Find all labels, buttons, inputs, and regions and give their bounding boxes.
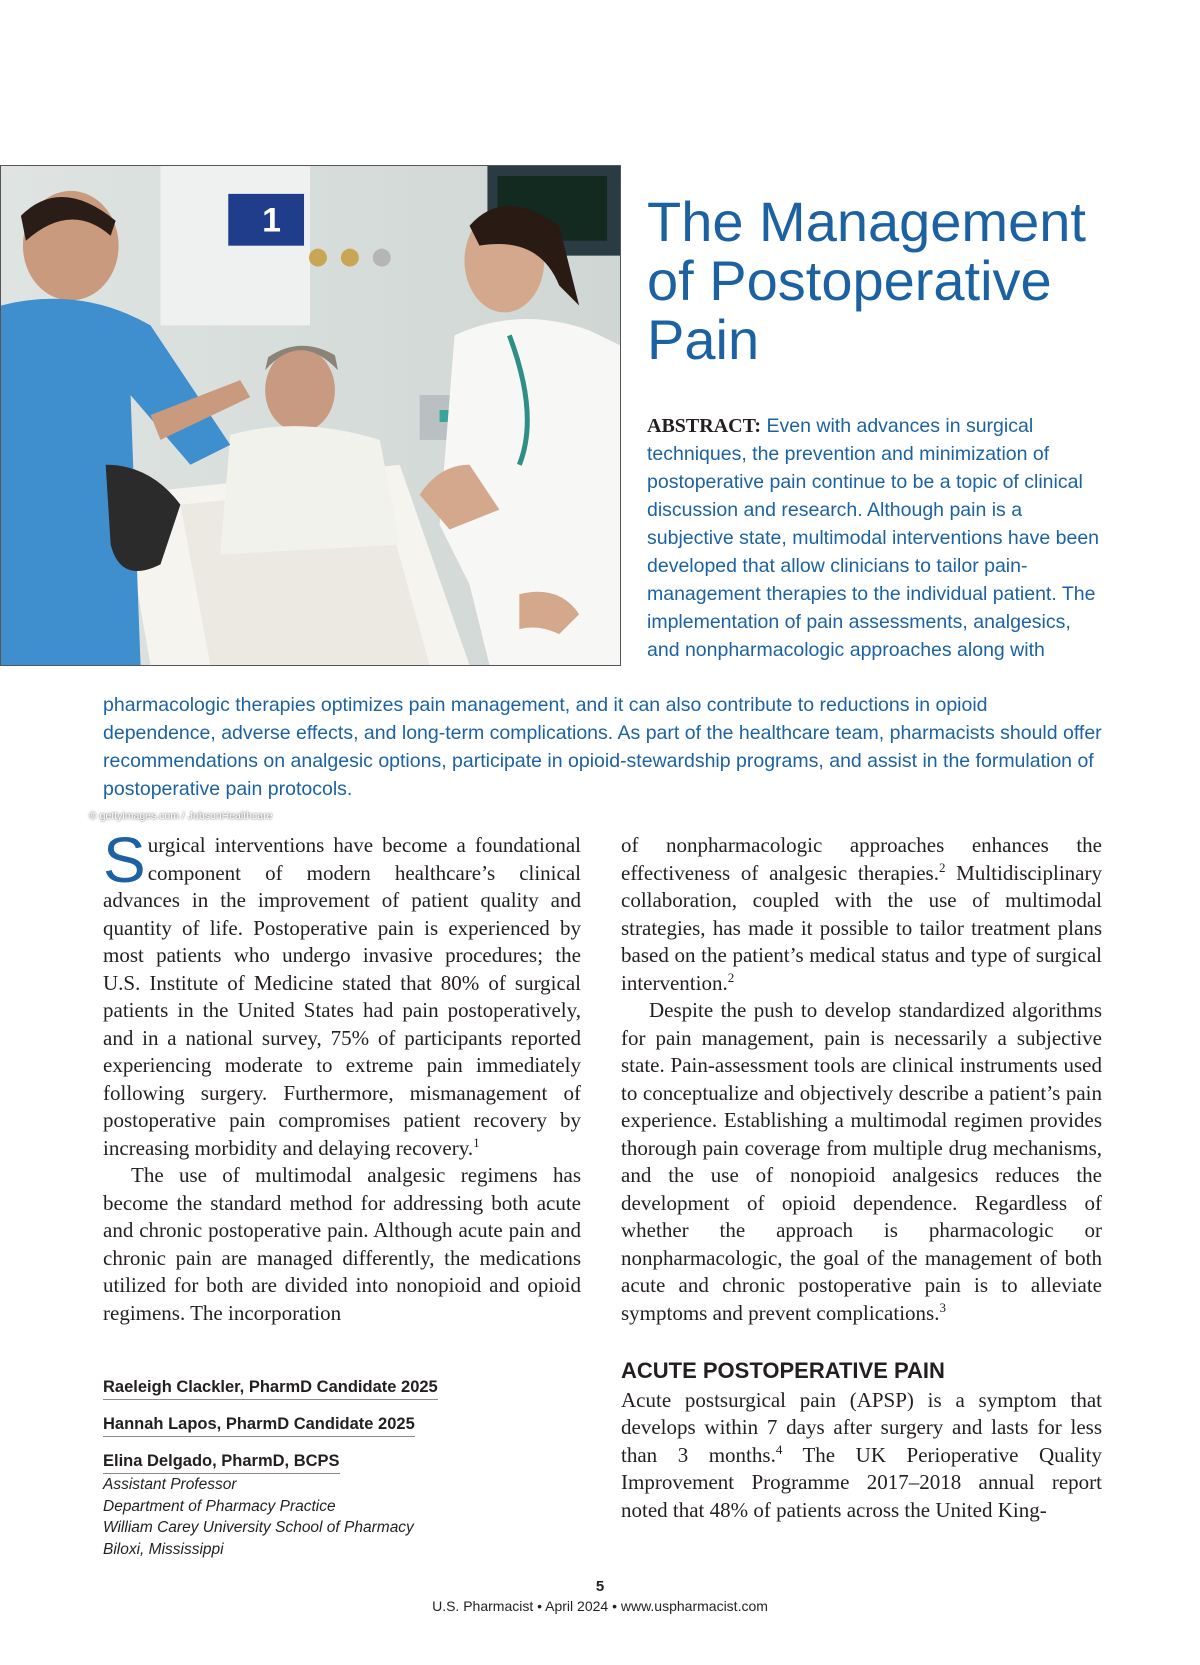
page-number: 5: [595, 1578, 605, 1595]
author-entry: [103, 1452, 583, 1560]
author-department: Department of Pharmacy Practice: [103, 1497, 336, 1515]
abstract-text-top: Even with advances in surgical techniques, the prevention and minimization of postoperative pain continue to be a topic of clinical discussion and research. Although pain is a subjective state, multimodal interventions have been developed that allow clinicians to tailor pain-management therapies to the individual patient. The implementation of pain assessments, analgesics, and nonpharmacologic approaches along with: [647, 415, 1100, 661]
abstract-top: [647, 412, 1102, 664]
paragraph-multimodal-cont: [621, 832, 1102, 997]
section-heading-acute: ACUTE POSTOPERATIVE PAIN: [621, 1358, 945, 1383]
reference-1: 1: [473, 1134, 480, 1150]
paragraph-intro-text: urgical interventions have become a foundational component of modern healthcare’s clinical advances in the improvement of patient quality and quantity of life. Postoperative pain is experienced by most patients who undergo invasive procedures; the U.S. Institute of Medicine stated that 80% of surgical patients in the United States had pain postoperatively, and in a national survey, 75% of participants reported experiencing moderate to extreme pain immediately following surgery. Furthermore, mismanagement of postoperative pain compromises patient recovery by increasing morbidity and delaying recovery.: [103, 833, 581, 1160]
abstract-bottom: pharmacologic therapies optimizes pain management, and it can also contribute to reductions in opioid dependence, adverse effects, and long-term complications. As part of the healthcare team, pharmacists should offer recommendations on analgesic options, participate in opioid-stewardship programs, and assist in the formulation of postoperative pain protocols.: [103, 694, 1102, 800]
reference-2b: 2: [727, 969, 735, 985]
paragraph-acute-text: Acute postsurgical pain (APSP) is a symptom that develops within 7 days after surgery and lasts for less than 3 months.: [621, 1387, 1102, 1467]
paragraph-multimodal: The use of multimodal analgesic regimens has become the standard method for addressing both acute and chronic postoperative pain. Although acute pain and chronic pain are managed differently, the medications utilized for both are divided into nonopioid and opioid regimens. The incorporation: [103, 1163, 581, 1325]
author-school: William Carey University School of Pharmacy: [103, 1519, 414, 1536]
paragraph-assessment-text: Despite the push to develop standardized algorithms for pain management, pain is necessarily a subjective state. Pain-assessment tools are clinical instruments used to conceptualize and objectively describe a patient’s pain experience. Establishing a multimodal regimen provides thorough pain coverage from multiple drug mechanisms, and the use of nonopioid analgesics reduces the development of opioid dependence. Regardless of whether the approach is pharmacologic or nonpharmacologic, the goal of the management of both acute and chronic postoperative pain is to alleviate symptoms and prevent complications.: [621, 998, 1102, 1325]
paragraph-assessment: [621, 997, 1102, 1327]
abstract-label: ABSTRACT:: [647, 415, 762, 437]
photo-credit: © gettyimages.com / JobsonHealthcare: [89, 810, 273, 822]
hospital-scene-image: [1, 166, 620, 665]
author-entry: [103, 1415, 583, 1437]
reference-2a: 2: [938, 859, 946, 875]
author-entry: [103, 1378, 583, 1400]
body-column-left: [103, 824, 581, 1327]
drop-cap: S: [103, 824, 146, 896]
author-name: Raeleigh Clackler, PharmD Candidate 2025: [103, 1378, 438, 1400]
article-title: The Management of Postoperative Pain: [647, 190, 1086, 371]
author-title: Assistant Professor: [103, 1476, 237, 1493]
author-location: Biloxi, Mississippi: [103, 1540, 224, 1558]
reference-4: 4: [775, 1441, 783, 1457]
paragraph-multimodal-cont-text: of nonpharmacologic approaches enhances the effectiveness of analgesic therapies.: [621, 833, 1102, 885]
author-list: [103, 1378, 583, 1575]
body-column-right: [621, 832, 1102, 1524]
paragraph-intro: [103, 824, 581, 1162]
room-sign-number: 1: [262, 201, 282, 240]
publication-footer: U.S. Pharmacist • April 2024 • www.uspharmacist.com: [432, 1598, 768, 1614]
paragraph-acute: [621, 1387, 1102, 1525]
reference-3: 3: [939, 1299, 946, 1315]
paragraph-acute-text-2: The UK Perioperative Quality Improvement Programme 2017–2018 annual report noted that 48% of patients across the United King-: [621, 1442, 1103, 1522]
paragraph-multimodal-cont-text-2: Multidisciplinary collaboration, coupled with the use of multimodal strategies, has made it possible to tailor treatment plans based on the patient’s medical status and type of surgical intervention.: [621, 860, 1103, 995]
author-name: Elina Delgado, PharmD, BCPS: [103, 1452, 340, 1474]
author-name: Hannah Lapos, PharmD Candidate 2025: [103, 1415, 415, 1437]
